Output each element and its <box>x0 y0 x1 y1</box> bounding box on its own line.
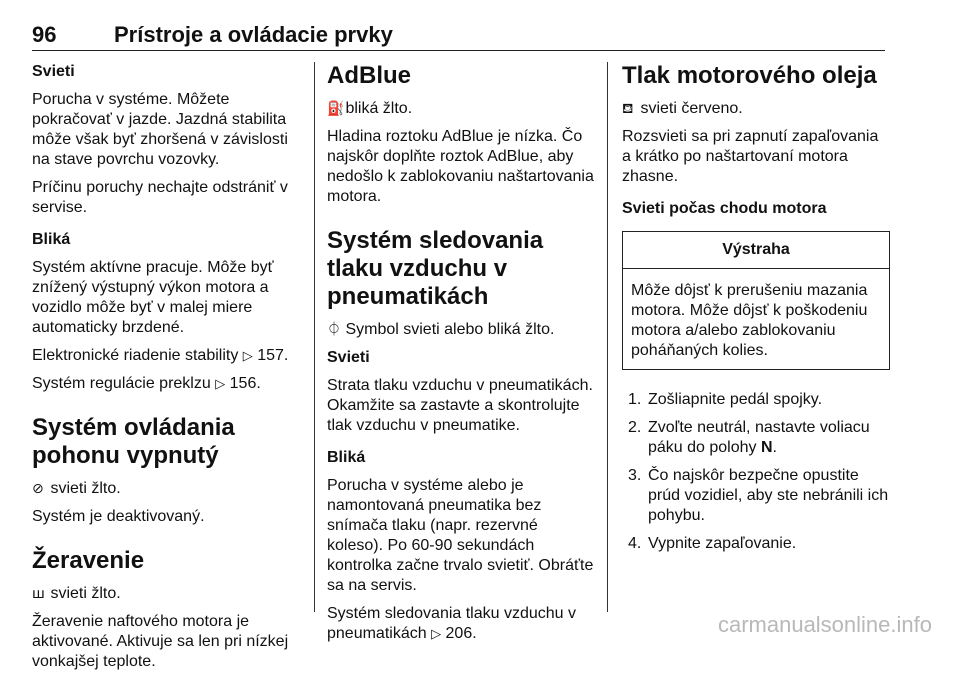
column-3 <box>622 62 890 562</box>
arrow-right-icon: ▷ <box>242 348 253 363</box>
column-1 <box>32 62 302 680</box>
adblue-icon: ⛽ <box>327 100 345 116</box>
paragraph: Porucha v systéme alebo je namontovaná pneumatika bez snímača tlaku (napr. rezervné koleso). Po 60-90 sekundách kontrolka začne trvalo svietiť. Obráťte sa na servis. <box>327 477 594 594</box>
reference-text: Elektronické riadenie stability <box>32 347 239 364</box>
heading-chod: Svieti počas chodu motora <box>622 200 827 217</box>
status-line: ꟺ svieti žlto. <box>32 585 121 602</box>
column-divider <box>607 62 608 612</box>
oil-can-icon: ⛾ <box>622 100 634 116</box>
paragraph: Príčinu poruchy nechajte odstrániť v servise. <box>32 179 288 216</box>
heading-svieti: Svieti <box>32 63 75 80</box>
paragraph: Systém aktívne pracuje. Môže byť znížený výstupný výkon motora a vozidlo môže byť v malej miere automaticky brzdené. <box>32 259 274 336</box>
list-item: 2. Zvoľte neutrál, nastavte voliacu páku do polohy N. <box>628 419 870 456</box>
arrow-right-icon: ▷ <box>215 376 226 391</box>
reference-page: 156. <box>229 375 261 392</box>
paragraph: Systém je deaktivovaný. <box>32 508 205 525</box>
paragraph: Žeravenie naftového motora je aktivované. Aktivuje sa len pri nízkej vonkajšej teplote. <box>32 613 289 670</box>
cross-reference[interactable] <box>32 374 302 394</box>
paragraph: Rozsvieti sa pri zapnutí zapaľovania a krátko po naštartovaní motora zhasne. <box>622 128 879 185</box>
heading-zeravenie: Žeravenie <box>32 547 145 574</box>
cross-reference[interactable] <box>32 346 302 366</box>
heading-svieti: Svieti <box>327 349 370 366</box>
tire-pressure-icon: ⏀ <box>327 321 341 337</box>
reference-page: 157. <box>257 347 289 364</box>
paragraph: Porucha v systéme. Môžete pokračovať v jazde. Jazdná stabilita môže však byť zhoršená v závislosti na stave povrchu vozovky. <box>32 91 288 168</box>
glow-plug-icon: ꟺ <box>32 585 45 601</box>
warning-text: Môže dôjsť k prerušeniu mazania motora. Môže dôjsť k poškodeniu motora a/alebo zablokovaniu poháňaných kolies. <box>631 282 868 359</box>
page-header <box>32 14 885 51</box>
list-item: 1. Zošliapnite pedál spojky. <box>628 391 823 408</box>
cross-reference[interactable] <box>327 604 597 644</box>
page-number: 96 <box>32 22 57 47</box>
traction-off-icon: ⊘ <box>32 480 44 496</box>
watermark: carmanualsonline.info <box>717 612 932 637</box>
heading-olej: Tlak motorového oleja <box>622 62 877 89</box>
reference-page: 206. <box>445 625 477 642</box>
list-item: 4. Vypnite zapaľovanie. <box>628 535 797 552</box>
reference-text: Systém sledovania tlaku vzduchu v pneumatikách <box>327 605 577 642</box>
steps-list <box>622 390 890 554</box>
heading-tlak: Systém sledovania tlaku vzduchu v pneumatikách <box>327 227 544 310</box>
section-title: Prístroje a ovládacie prvky <box>114 22 393 47</box>
status-line: ⛾ svieti červeno. <box>622 100 743 117</box>
paragraph: Hladina roztoku AdBlue je nízka. Čo najskôr doplňte roztok AdBlue, aby nedošlo k zablokovaniu naštartovania motora. <box>327 128 594 205</box>
paragraph: Strata tlaku vzduchu v pneumatikách. Okamžite sa zastavte a skontrolujte tlak vzduchu v pneumatike. <box>327 377 593 434</box>
warning-title: Výstraha <box>623 232 889 269</box>
list-item: 3. Čo najskôr bezpečne opustite prúd vozidiel, aby ste nebránili ich pohybu. <box>628 467 889 524</box>
heading-adblue: AdBlue <box>327 62 411 89</box>
column-2 <box>327 62 597 652</box>
heading-blika: Bliká <box>327 449 366 466</box>
reference-text: Systém regulácie preklzu <box>32 375 211 392</box>
warning-box <box>622 231 890 370</box>
arrow-right-icon: ▷ <box>431 626 442 641</box>
heading-pohon: Systém ovládania pohonu vypnutý <box>32 414 235 469</box>
heading-blika: Bliká <box>32 231 71 248</box>
status-line: ⏀ Symbol svieti alebo bliká žlto. <box>327 321 555 338</box>
column-divider <box>314 62 315 612</box>
status-line: ⊘ svieti žlto. <box>32 480 121 497</box>
status-line: ⛽ bliká žlto. <box>327 100 413 117</box>
